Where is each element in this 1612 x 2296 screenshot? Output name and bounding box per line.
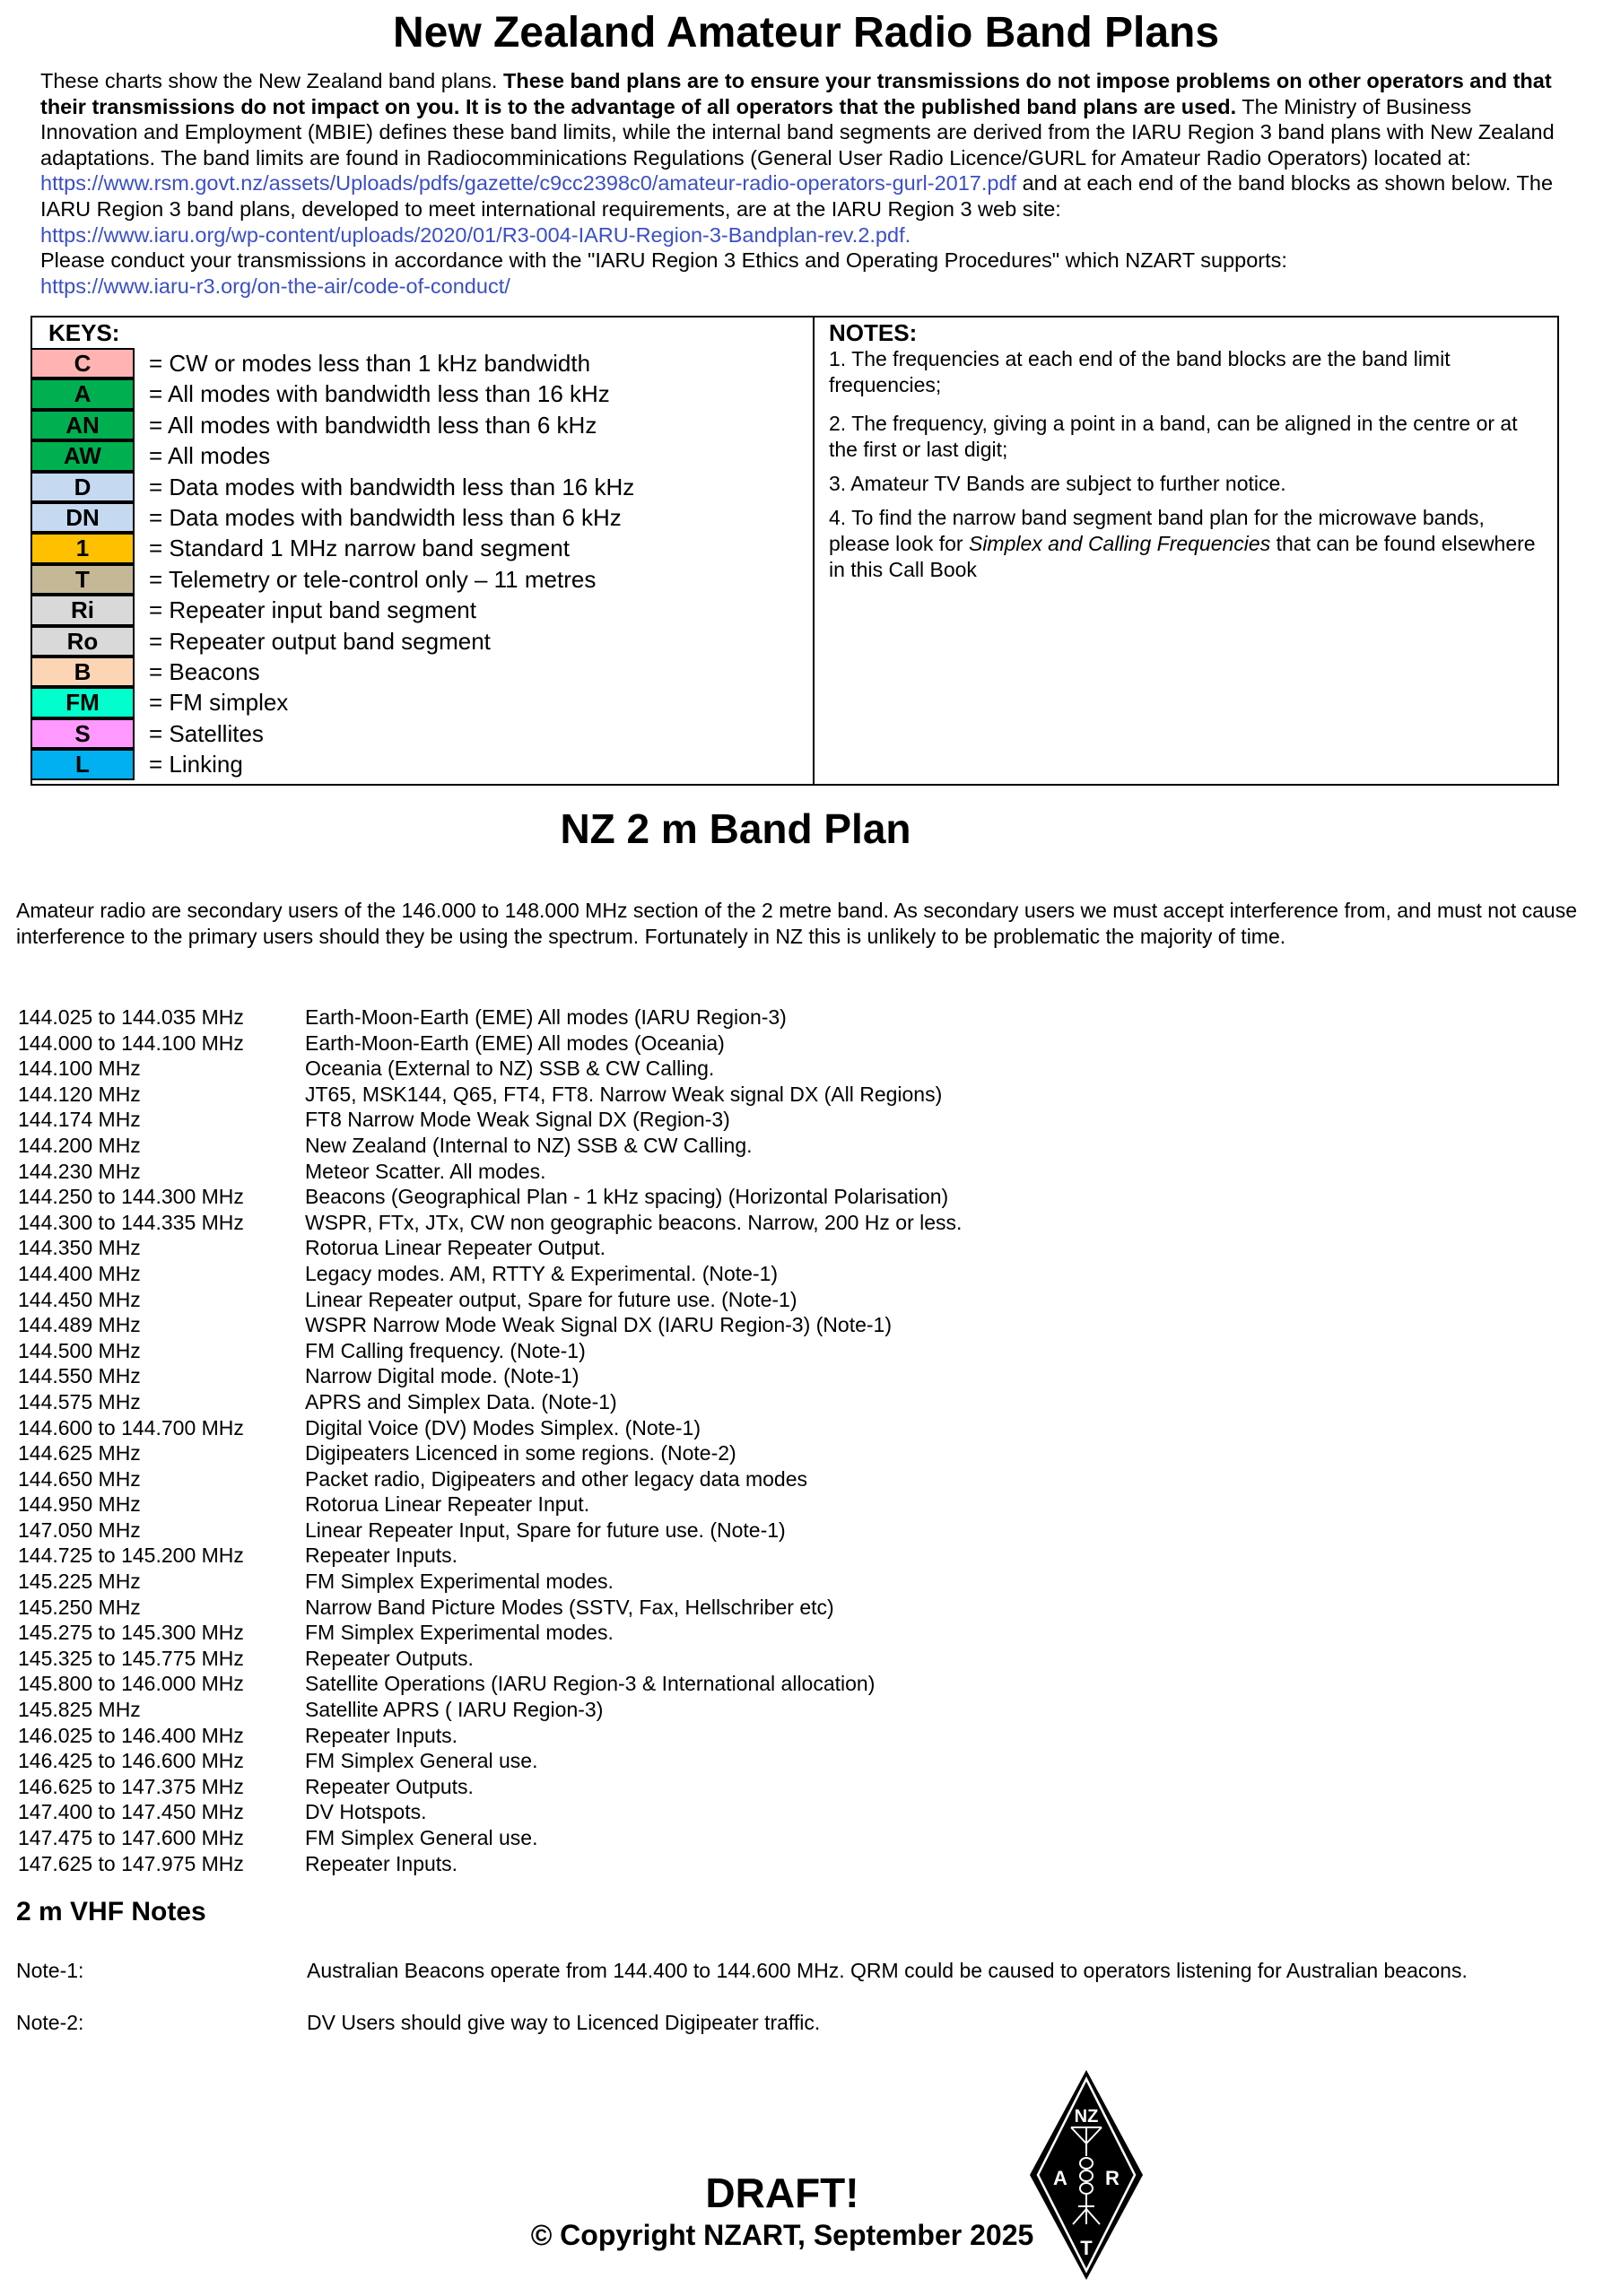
vhf-notes-title: 2 m VHF Notes [16,1897,206,1926]
frequency-description: Repeater Inputs. [305,1851,458,1875]
intro-plain-b: The Ministry of Business Innovation and Employment (MBIE) defines these band limits, while the internal band segments are derived from the IARU Region 3 band plans with New Zealand adaptations. The band limits are found in Radiocomminications Regulations (General User Radio Licence/GURL for Amateur Radio Operators) located at: [40,94,1555,170]
frequency-value: 144.250 to 144.300 MHz [18,1185,244,1209]
frequency-value: 144.575 MHz [18,1389,141,1413]
key-row [32,657,813,687]
frequency-value: 144.000 to 144.100 MHz [18,1031,244,1055]
key-row [32,378,813,409]
key-description: = Repeater output band segment [149,627,491,655]
frequency-description: WSPR Narrow Mode Weak Signal DX (IARU Region-3) (Note-1) [305,1313,892,1337]
frequency-description: Repeater Outputs. [305,1774,474,1798]
frequency-description: JT65, MSK144, Q65, FT4, FT8. Narrow Weak signal DX (All Regions) [305,1082,943,1106]
keys-heading: KEYS: [48,319,120,346]
frequency-description: Rotorua Linear Repeater Output. [305,1236,606,1260]
key-row [32,410,813,440]
page-title: New Zealand Amateur Radio Band Plans [392,9,1220,57]
frequency-row [18,1697,1094,1723]
key-description: = Repeater input band segment [149,596,476,624]
frequency-row [18,1440,1094,1466]
key-swatch: DN [32,502,135,533]
frequency-description: Linear Repeater output, Spare for future use. (Note-1) [305,1287,797,1311]
key-row [32,564,813,595]
key-description: = All modes with bandwidth less than 16 kHz [149,380,610,408]
frequency-row [18,1518,1094,1544]
frequency-row [18,1799,1094,1825]
frequency-value: 144.120 MHz [18,1082,141,1106]
frequency-value: 144.400 MHz [18,1261,141,1285]
frequency-row [18,1261,1094,1287]
frequency-value: 144.174 MHz [18,1108,141,1132]
frequency-value: 144.950 MHz [18,1492,141,1517]
frequency-row [18,1338,1094,1364]
frequency-value: 144.350 MHz [18,1236,141,1260]
note-1: 1. The frequencies at each end of the band blocks are the band limit frequencies; [829,347,1451,396]
frequency-description: Satellite Operations (IARU Region-3 & International allocation) [305,1672,876,1696]
key-swatch: T [32,564,135,595]
frequency-row [18,1133,1094,1159]
frequency-row [18,1082,1094,1108]
frequency-value: 145.325 to 145.775 MHz [18,1646,244,1670]
logo-text-bottom: T [1080,2237,1093,2259]
vhf-note-text: Australian Beacons operate from 144.400 to 144.600 MHz. QRM could be caused to operators listening for Australian beacons. [307,1959,1468,1982]
frequency-value: 144.025 to 144.035 MHz [18,1005,244,1029]
frequency-description: Satellite APRS ( IARU Region-3) [305,1698,604,1722]
note-2: 2. The frequency, giving a point in a band, can be aligned in the centre or at the first or last digit; [829,412,1518,461]
key-row [32,502,813,533]
frequency-description: Digipeaters Licenced in some regions. (Note-2) [305,1441,736,1465]
intro-bold: These band plans are to ensure your transmissions do not impose problems on other operators and that their transmissions do not impact on you. It is to the advantage of all operators that the published band plans are used. [40,69,1552,118]
key-description: = FM simplex [149,689,289,717]
note-4-italic: Simplex and Calling Frequencies [968,532,1271,555]
frequency-description: Narrow Band Picture Modes (SSTV, Fax, Hellschriber etc) [305,1595,834,1619]
intro-plain-c: and at each end of the band blocks as shown below. The IARU Region 3 band plans, developed to meet international requirements, are at the IARU Region 3 web site: [40,171,1554,221]
frequency-description: FM Simplex General use. [305,1749,538,1773]
frequency-description: Repeater Outputs. [305,1646,474,1670]
frequency-value: 145.250 MHz [18,1595,141,1619]
frequency-description: Repeater Inputs. [305,1544,458,1568]
frequency-value: 146.025 to 146.400 MHz [18,1723,244,1747]
frequency-row [18,1646,1094,1672]
frequency-description: Beacons (Geographical Plan - 1 kHz spacing) (Horizontal Polarisation) [305,1185,949,1209]
frequency-description: Earth-Moon-Earth (EME) All modes (IARU Region-3) [305,1005,787,1029]
key-description: = Satellites [149,719,264,747]
frequency-row [18,1825,1094,1851]
frequency-description: Repeater Inputs. [305,1723,458,1747]
notes-heading: NOTES: [829,319,918,346]
notes-column [815,317,1557,784]
frequency-description: Linear Repeater Input, Spare for future use. (Note-1) [305,1518,786,1542]
frequency-row [18,1287,1094,1313]
key-row [32,626,813,657]
vhf-note-label: Note-2: [16,2011,84,2034]
key-row [32,440,813,471]
draft-label: DRAFT! [705,2170,859,2216]
key-swatch: S [32,718,135,749]
band-plan-intro: Amateur radio are secondary users of the 146.000 to 148.000 MHz section of the 2 metre band. As secondary users we must accept interference from, and must not cause interference to the primary users should they be using the spectrum. Fortunately in NZ this is unlikely to be problematic the majority of time. [16,899,1577,948]
frequency-value: 145.225 MHz [18,1570,141,1594]
frequency-row [18,1210,1094,1236]
frequency-value: 144.550 MHz [18,1364,141,1388]
logo-text-left: A [1053,2167,1067,2189]
frequency-row [18,1595,1094,1621]
iaru-bandplan-link[interactable]: https://www.iaru.org/wp-content/uploads/2020/01/R3-004-IARU-Region-3-Bandplan-rev.2.pdf. [40,222,911,247]
note-3: 3. Amateur TV Bands are subject to further notice. [829,472,1286,495]
key-swatch: Ri [32,595,135,625]
key-row [32,749,813,779]
frequency-row [18,1056,1094,1082]
frequency-list [18,1004,1094,1876]
key-swatch: FM [32,687,135,718]
key-description: = Linking [149,751,243,778]
frequency-description: FM Simplex General use. [305,1826,538,1849]
frequency-value: 145.800 to 146.000 MHz [18,1672,244,1696]
key-description: = Data modes with bandwidth less than 16 kHz [149,473,635,500]
frequency-row [18,1620,1094,1646]
frequency-row [18,1389,1094,1415]
frequency-row [18,1235,1094,1261]
frequency-description: Legacy modes. AM, RTTY & Experimental. (Note-1) [305,1261,779,1285]
key-swatch: C [32,348,135,378]
key-description: = Telemetry or tele-control only – 11 metres [149,565,597,593]
frequency-row [18,1363,1094,1389]
key-description: = Data modes with bandwidth less than 6 kHz [149,504,622,531]
frequency-description: Digital Voice (DV) Modes Simplex. (Note-1) [305,1415,701,1439]
key-swatch: Ro [32,626,135,657]
key-row [32,718,813,749]
frequency-description: Narrow Digital mode. (Note-1) [305,1364,579,1388]
gurl-link[interactable]: https://www.rsm.govt.nz/assets/Uploads/pdfs/gazette/c9cc2398c0/amateur-radio-operators-gurl-2017.pdf [40,171,1017,196]
key-swatch: AN [32,410,135,440]
key-row [32,687,813,718]
frequency-description: FM Calling frequency. (Note-1) [305,1338,586,1362]
frequency-value: 145.825 MHz [18,1698,141,1722]
frequency-row [18,1671,1094,1697]
frequency-value: 146.625 to 147.375 MHz [18,1774,244,1798]
intro-ethics-text: Please conduct your transmissions in accordance with the "IARU Region 3 Ethics and Operating Procedures" which NZART supports: [40,248,1287,273]
frequency-value: 146.425 to 146.600 MHz [18,1749,244,1773]
logo-text-top: NZ [1074,2107,1099,2126]
frequency-description: Earth-Moon-Earth (EME) All modes (Oceania) [305,1031,725,1055]
band-plan-title: NZ 2 m Band Plan [560,805,911,852]
frequency-value: 144.650 MHz [18,1466,141,1491]
key-swatch: AW [32,440,135,471]
key-swatch: A [32,378,135,409]
vhf-note-text: DV Users should give way to Licenced Digipeater traffic. [307,2011,821,2034]
key-description: = Standard 1 MHz narrow band segment [149,535,570,562]
intro-plain-a: These charts show the New Zealand band plans. [40,69,503,92]
frequency-value: 144.230 MHz [18,1159,141,1183]
frequency-value: 144.489 MHz [18,1313,141,1337]
frequency-row [18,1748,1094,1774]
frequency-row [18,1004,1094,1031]
frequency-value: 144.100 MHz [18,1057,141,1081]
intro-text [40,68,1565,299]
frequency-value: 144.725 to 145.200 MHz [18,1544,244,1568]
frequency-row [18,1723,1094,1749]
key-description: = Beacons [149,658,260,685]
frequency-row [18,1492,1094,1518]
frequency-value: 147.050 MHz [18,1518,141,1542]
code-of-conduct-link[interactable]: https://www.iaru-r3.org/on-the-air/code-of-conduct/ [40,274,510,298]
frequency-description: FM Simplex Experimental modes. [305,1621,614,1645]
frequency-description: FM Simplex Experimental modes. [305,1570,614,1594]
frequency-row [18,1774,1094,1800]
frequency-value: 144.300 to 144.335 MHz [18,1210,244,1234]
note-4-a: 4. To find the narrow band segment band plan for the microwave bands, please look for [829,506,1485,555]
key-row [32,595,813,625]
frequency-value: 144.200 MHz [18,1133,141,1157]
key-description: = All modes with bandwidth less than 6 kHz [149,411,597,439]
frequency-description: FT8 Narrow Mode Weak Signal DX (Region-3) [305,1108,730,1132]
logo-text-right: R [1105,2167,1120,2189]
key-swatch: 1 [32,533,135,563]
frequency-row [18,1107,1094,1133]
key-description: = All modes [149,442,271,470]
frequency-value: 144.450 MHz [18,1287,141,1311]
frequency-description: Rotorua Linear Repeater Input. [305,1492,590,1517]
key-row [32,348,813,378]
frequency-row [18,1851,1094,1877]
frequency-value: 147.625 to 147.975 MHz [18,1851,244,1875]
keys-column [32,317,815,784]
frequency-row [18,1466,1094,1492]
frequency-value: 147.400 to 147.450 MHz [18,1800,244,1824]
frequency-description: APRS and Simplex Data. (Note-1) [305,1389,617,1413]
copyright-text: © Copyright NZART, September 2025 [530,2219,1034,2251]
nzart-logo [1030,2070,1143,2280]
frequency-description: WSPR, FTx, JTx, CW non geographic beacons. Narrow, 200 Hz or less. [305,1210,963,1234]
keys-notes-box [30,316,1559,786]
frequency-description: Oceania (External to NZ) SSB & CW Calling. [305,1057,715,1081]
frequency-row [18,1543,1094,1569]
frequency-row [18,1415,1094,1441]
key-row [32,533,813,563]
frequency-row [18,1312,1094,1338]
frequency-description: Meteor Scatter. All modes. [305,1159,546,1183]
frequency-row [18,1159,1094,1185]
frequency-row [18,1184,1094,1210]
frequency-description: New Zealand (Internal to NZ) SSB & CW Calling. [305,1133,753,1157]
frequency-value: 147.475 to 147.600 MHz [18,1826,244,1849]
frequency-description: Packet radio, Digipeaters and other legacy data modes [305,1466,807,1491]
key-description: = CW or modes less than 1 kHz bandwidth [149,350,591,377]
frequency-value: 144.600 to 144.700 MHz [18,1415,244,1439]
note-4 [829,505,1543,583]
key-swatch: D [32,472,135,502]
frequency-value: 144.625 MHz [18,1441,141,1465]
frequency-value: 145.275 to 145.300 MHz [18,1621,244,1645]
frequency-description: DV Hotspots. [305,1800,427,1824]
vhf-note-label: Note-1: [16,1959,84,1982]
key-row [32,472,813,502]
note-4-b: that can be found elsewhere in this Call Book [829,532,1536,581]
frequency-value: 144.500 MHz [18,1338,141,1362]
frequency-row [18,1569,1094,1595]
key-swatch: B [32,657,135,687]
key-swatch: L [32,749,135,779]
frequency-row [18,1031,1094,1057]
